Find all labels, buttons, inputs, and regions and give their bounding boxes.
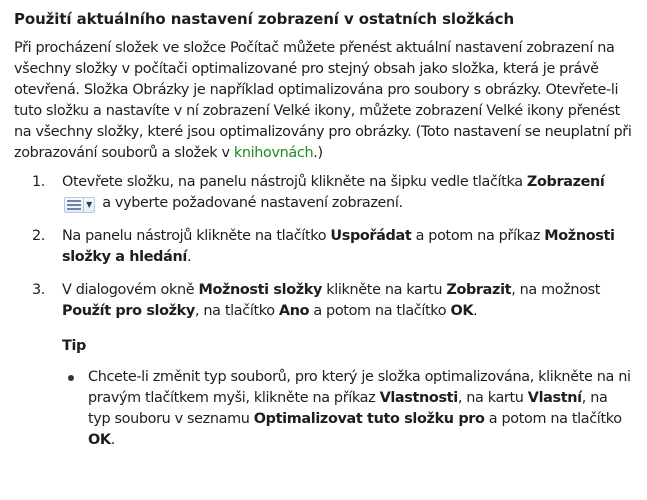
step-text: a potom na tlačítko (309, 303, 451, 319)
libraries-link[interactable]: knihovnách (233, 145, 314, 161)
step-number: 3. (32, 282, 46, 298)
tip-bold: OK (88, 432, 111, 448)
step-text: a potom na příkaz (411, 228, 545, 244)
tip-text: , na typ souboru v seznamu (88, 390, 608, 427)
bullet-icon (68, 375, 74, 381)
step-text: . (473, 303, 478, 319)
intro-paragraph (14, 38, 633, 164)
tip-text: , na kartu (457, 390, 528, 406)
page-title: Použití aktuálního nastavení zobrazení v ostatních složkách (14, 10, 515, 28)
step-bold: Možnosti složky (198, 282, 323, 298)
step-text: . (186, 249, 192, 265)
tip-list (62, 367, 633, 451)
step-text: a vyberte požadované nastavení zobrazení. (98, 195, 403, 211)
intro-text-end: .) (313, 145, 323, 161)
chevron-down-icon: ▼ (86, 200, 92, 209)
intro-text: Při procházení složek ve složce Počítač můžete přenést aktuální nastavení zobrazení na všechny složky v počítači optimalizované pro stejný obsah jako složka, která je právě otevřená. Složka Obrázky je například optimalizována pro soubory s obrázky. Otevřete-li tuto složku a nastavíte v ní zobrazení Velké ikony, můžete zobrazení Velké ikony přenést na všechny složky, které jsou optimalizovány pro obrázky. (Toto nastavení se neuplatní při zobrazování souborů a složek v (14, 40, 632, 161)
views-button-icon (64, 197, 95, 213)
step-bold: Možnosti složky a hledání (62, 228, 615, 265)
step-text: , na tlačítko (194, 303, 279, 319)
steps-list (14, 172, 633, 451)
step-number: 1. (32, 174, 46, 190)
details-view-icon (67, 199, 81, 211)
tip-item (62, 367, 633, 451)
step-bold: Zobrazení (526, 174, 605, 190)
step-bold: Zobrazit (446, 282, 512, 298)
step-text: klikněte na kartu (322, 282, 447, 298)
step-bold: OK (450, 303, 474, 319)
tip-text: Chcete-li změnit typ souborů, pro který je složka optimalizována, klikněte na ni pravým tlačítkem myši, klikněte na příkaz (88, 369, 631, 406)
step-number: 2. (32, 228, 46, 244)
tip-title: Tip (62, 338, 87, 354)
step-bold: Použít pro složky (62, 303, 195, 319)
step-text: Na panelu nástrojů klikněte na tlačítko (62, 228, 331, 244)
tip-bold: Vlastní (527, 390, 582, 406)
step-text: , na možnost (511, 282, 601, 298)
step-text: V dialogovém okně (62, 282, 199, 298)
tip-bold: Optimalizovat tuto složku pro (253, 411, 485, 427)
tip-text: a potom na tlačítko (484, 411, 622, 427)
step-bold: Uspořádat (330, 228, 412, 244)
tip-text: . (110, 432, 115, 448)
step-item (14, 226, 633, 268)
step-item (14, 172, 633, 214)
tip-bold: Vlastnosti (379, 390, 458, 406)
step-text: Otevřete složku, na panelu nástrojů klikněte na šipku vedle tlačítka (62, 174, 527, 190)
step-bold: Ano (278, 303, 310, 319)
step-item (14, 280, 633, 451)
